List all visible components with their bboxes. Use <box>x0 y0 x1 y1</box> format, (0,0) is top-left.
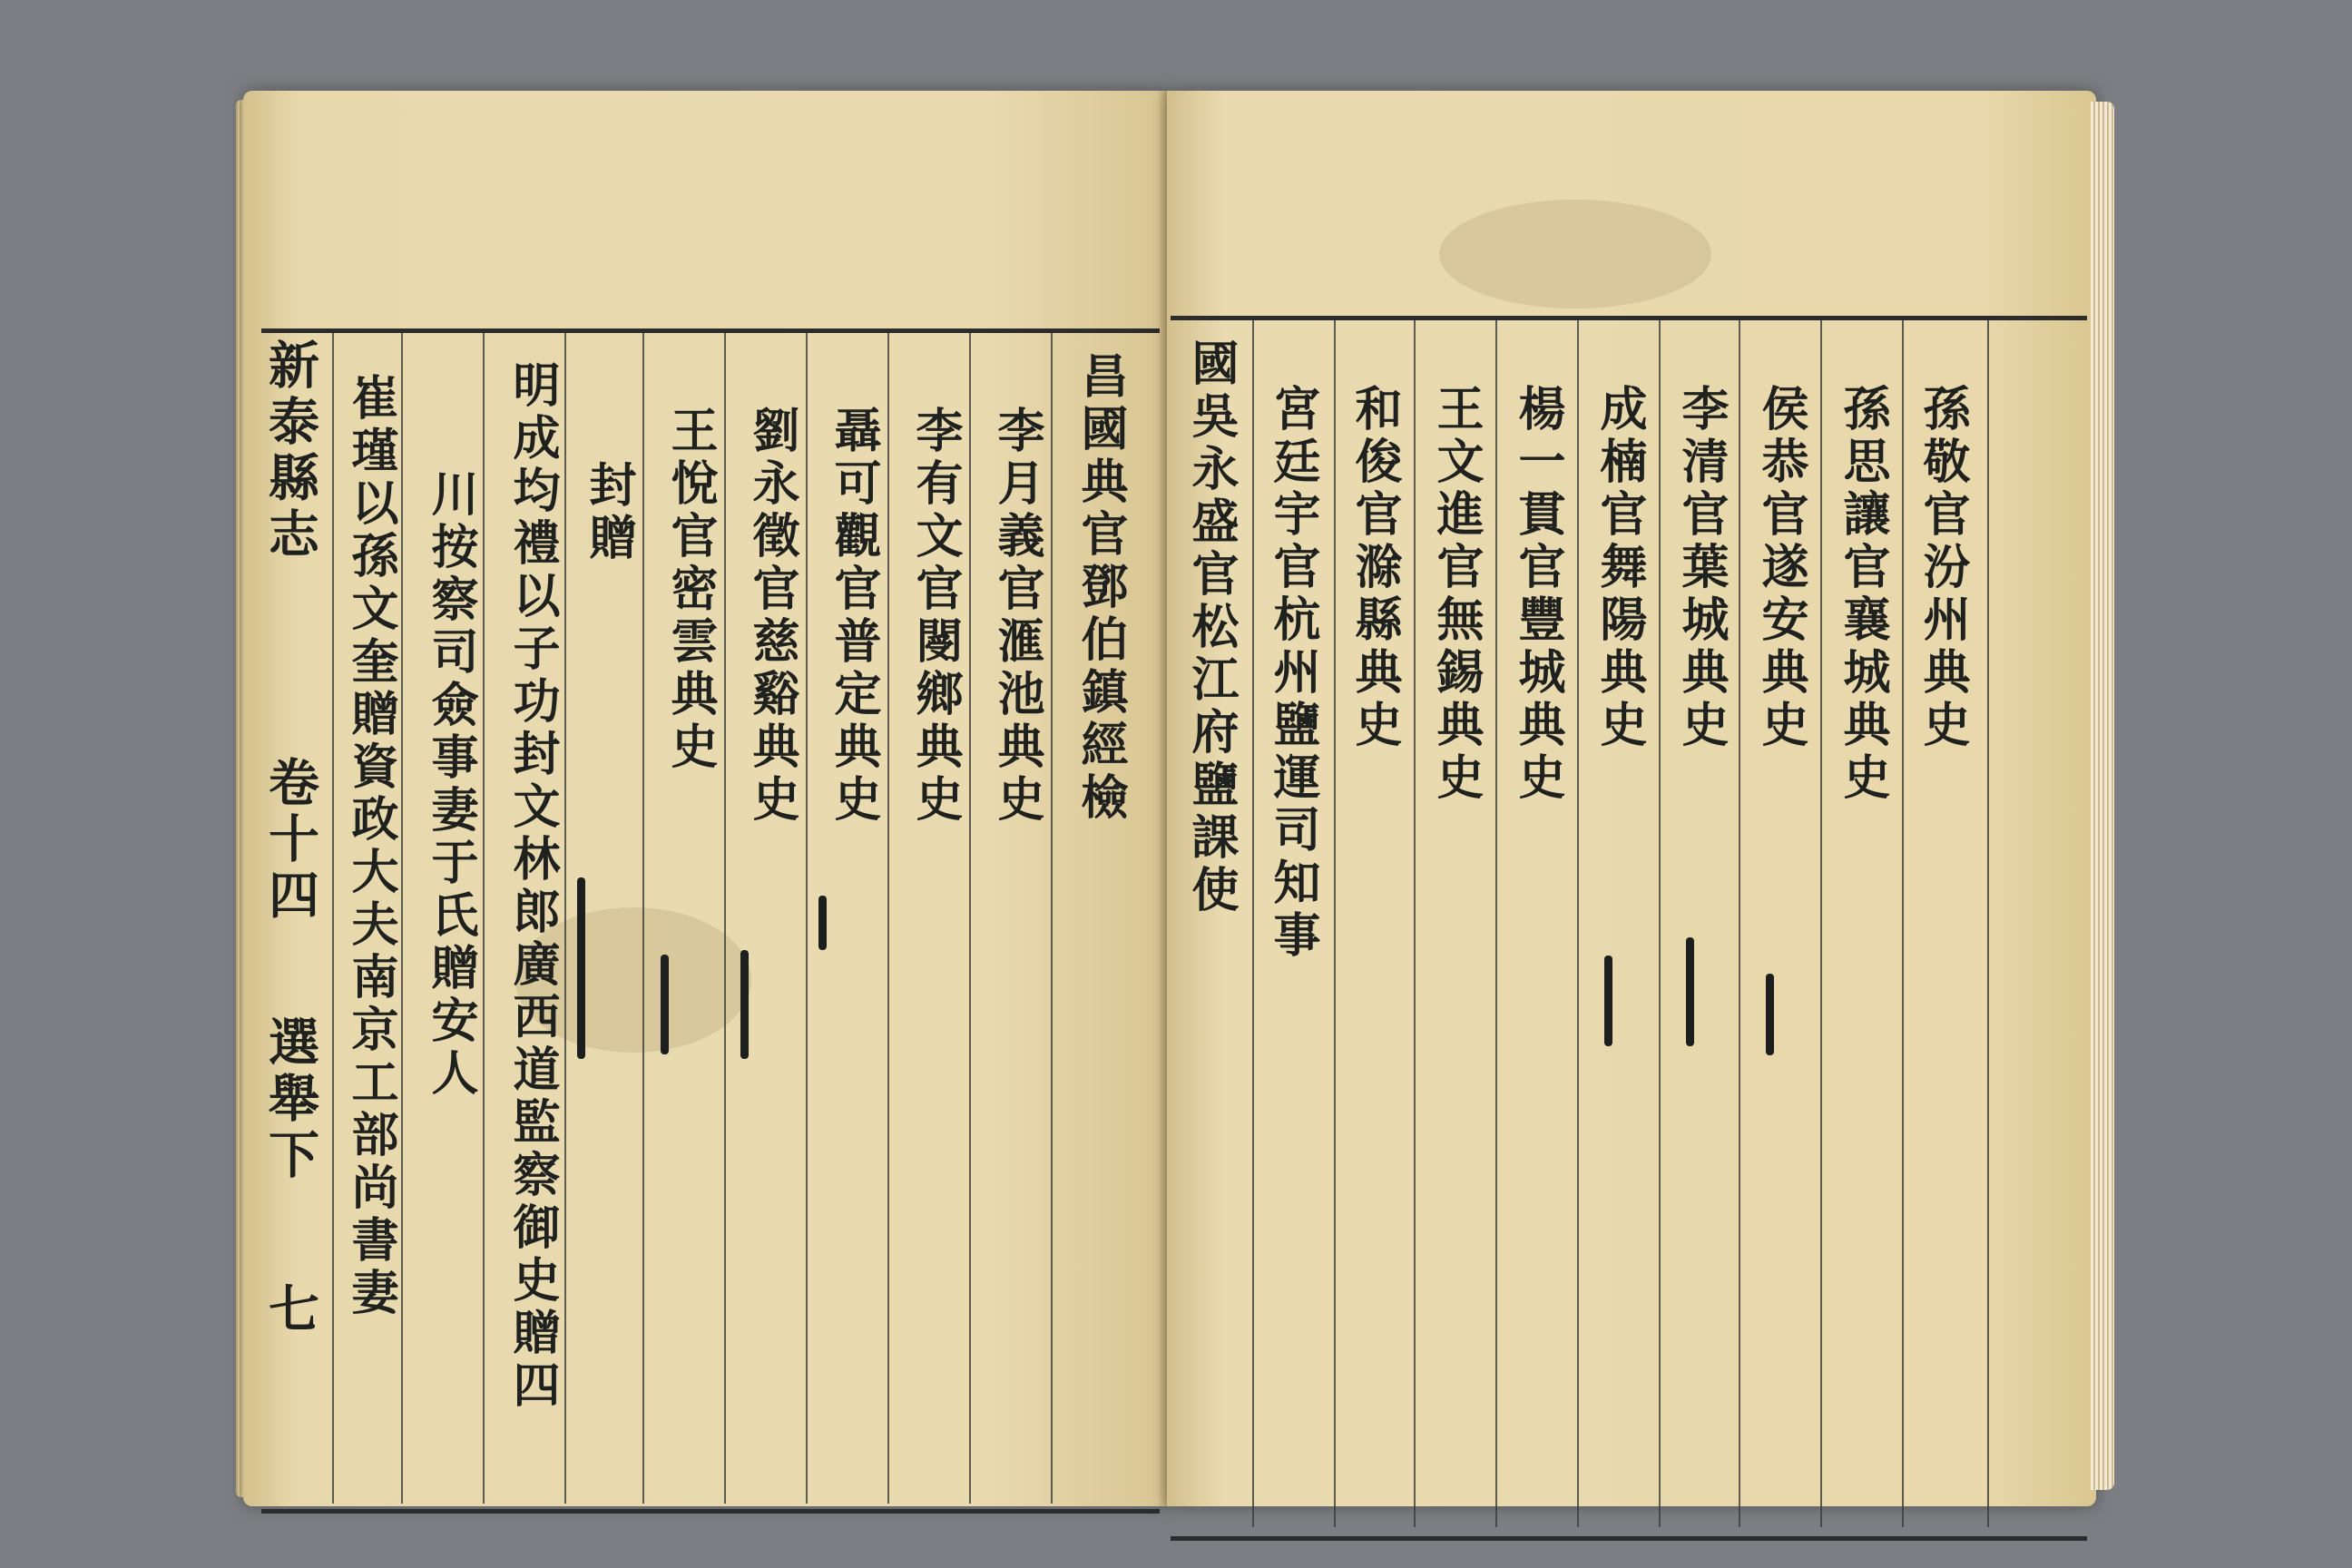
open-book <box>243 83 2118 1517</box>
text-column: 楊一貫官豐城典史 <box>1510 384 1565 805</box>
text-column: 封贈 <box>581 460 636 565</box>
left-page-frame <box>261 328 1160 1514</box>
text-column: 昌國典官鄧伯鎮經檢 <box>1073 351 1128 825</box>
text-column: 李清官葉城典史 <box>1673 384 1729 752</box>
text-column: 國吳永盛官松江府鹽課使 <box>1183 338 1239 917</box>
text-column: 孫思讓官襄城典史 <box>1835 384 1890 805</box>
text-column: 成楠官舞陽典史 <box>1592 384 1647 752</box>
text-column: 川按察司僉事妻于氏贈安人 <box>423 469 478 1101</box>
text-column: 王文進官無錫典史 <box>1428 384 1484 805</box>
text-column: 劉永徵官慈谿典史 <box>744 406 799 827</box>
text-column: 宮廷宇官杭州鹽運司知事 <box>1265 384 1320 963</box>
margin-title: 新泰縣志 <box>260 338 320 564</box>
margin-page-number: 七 <box>260 1282 320 1338</box>
text-column: 王悅官密雲典史 <box>662 406 718 774</box>
right-page-frame <box>1171 316 2087 1541</box>
text-column: 李有文官閿鄉典史 <box>907 406 963 827</box>
text-column: 侯恭官遂安典史 <box>1753 384 1808 752</box>
text-column: 孫敬官汾州典史 <box>1915 384 1970 752</box>
text-column: 明成均禮以子功封文林郎廣西道監察御史贈四 <box>505 360 560 1413</box>
margin-volume: 卷十四 <box>260 756 320 925</box>
text-column: 和俊官滁縣典史 <box>1347 384 1402 752</box>
margin-section: 選舉下 <box>260 1015 320 1184</box>
stain <box>1439 200 1711 309</box>
right-page <box>1167 91 2096 1506</box>
left-page <box>243 91 1167 1506</box>
right-page-edges <box>2091 102 2114 1490</box>
text-column: 聶可觀官普定典史 <box>826 406 881 827</box>
text-column: 崔瑾以孫文奎贈資政大夫南京工部尚書妻 <box>343 373 398 1320</box>
text-column: 李月義官滙池典史 <box>989 406 1044 827</box>
